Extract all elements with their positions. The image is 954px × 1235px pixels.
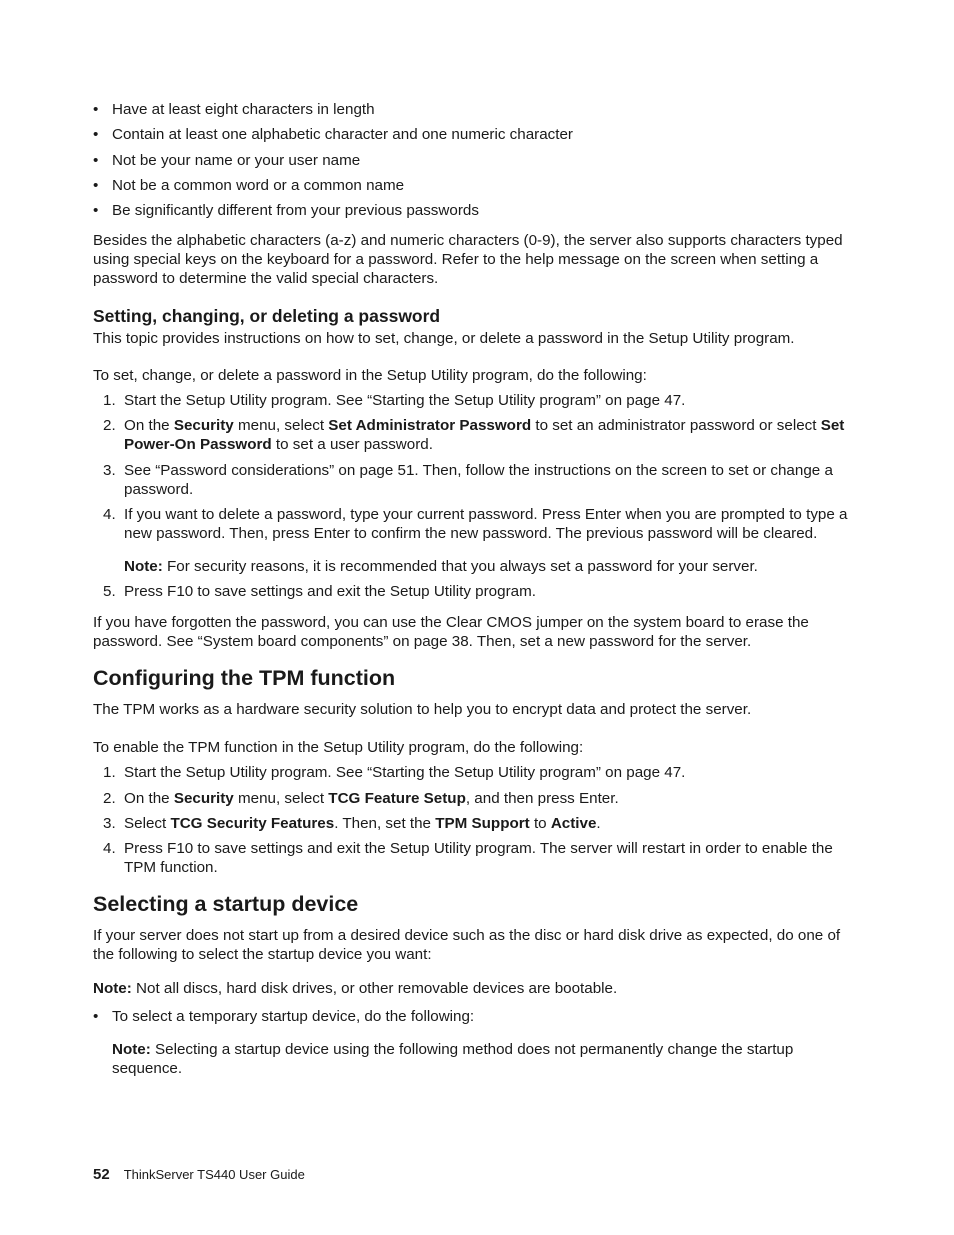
list-item: • Be significantly different from your previous passwords [93,201,853,220]
menu-item-name: Set Administrator Password [328,417,532,435]
tpm-intro-paragraph: The TPM works as a hardware security solution to help you to encrypt data and protect the server. [93,701,752,719]
setting-name: TPM Support [435,814,530,832]
step-text: to set an administrator password or select [531,417,821,435]
list-item [93,461,853,499]
step-text: to set a user password. [271,436,433,454]
step-text: . [596,814,601,832]
special-chars-paragraph: Besides the alphabetic characters (a-z) and numeric characters (0-9), the server also supports characters typed using special keys on the keyboard for a password. Refer to the help message on the screen when setting a password to determine the valid special characters. [93,232,843,288]
step-text: to [529,814,551,832]
step-number: 4. [103,506,116,524]
step-number: 4. [103,840,116,858]
list-item [93,391,853,410]
menu-item-name: TCG Security Features [170,814,335,832]
step-number: 1. [103,392,116,410]
step-text: . Then, set the [334,814,436,832]
note-text: For security reasons, it is recommended that you always set a password for your server. [162,558,758,576]
step-text: , and then press Enter. [465,789,619,807]
step-number: 2. [103,417,116,435]
step-text: If you want to delete a password, type your current password. Press Enter when you are prompted to type a new password. Then, press Enter to confirm the new password. The previous password will be cleared. [124,506,848,543]
step-text: Start the Setup Utility program. See “Starting the Setup Utility program” on page 47. [124,764,686,782]
step-text: On the [124,789,174,807]
document-title: ThinkServer TS440 User Guide [123,1167,305,1182]
list-item [93,789,853,808]
setting-value: Active [550,814,597,832]
section-heading-startup: Selecting a startup device [93,892,359,917]
password-steps-list [93,391,853,601]
menu-item-name: Set Power-On Password [124,417,845,454]
list-item: • Not be your name or your user name [93,151,853,170]
startup-options-list [93,1007,853,1078]
list-item [93,814,853,833]
note-label: Note: [93,980,132,998]
page-number: 52 [93,1166,110,1183]
note-text: Not all discs, hard disk drives, or other removable devices are bootable. [131,980,618,998]
step-text: On the [124,417,174,435]
step-text: See “Password considerations” on page 51. Then, follow the instructions on the screen to set or change a password. [124,461,833,498]
step-number: 5. [103,583,116,601]
note-label: Note: [124,558,163,576]
menu-name: Security [173,789,234,807]
pw-lead-paragraph: To set, change, or delete a password in the Setup Utility program, do the following: [93,367,647,385]
step-text: menu, select [233,417,329,435]
step-number: 3. [103,814,116,832]
list-item [93,839,853,877]
menu-name: Security [173,417,234,435]
tpm-steps-list [93,763,853,877]
step-text: Press F10 to save settings and exit the Setup Utility program. The server will restart in order to enable the TPM function. [124,840,833,877]
step-text: Select [124,814,171,832]
list-item [93,416,853,454]
list-item [93,1007,853,1078]
menu-item-name: TCG Feature Setup [328,789,466,807]
note-label: Note: [112,1041,151,1059]
tpm-lead-paragraph: To enable the TPM function in the Setup Utility program, do the following: [93,739,584,757]
note-text: Selecting a startup device using the following method does not permanently change the startup sequence. [112,1041,794,1078]
startup-intro-paragraph: If your server does not start up from a desired device such as the disc or hard disk drive as expected, do one of the following to select the startup device you want: [93,927,841,964]
step-text: Press F10 to save settings and exit the Setup Utility program. [124,583,536,601]
step-text: menu, select [233,789,329,807]
step-number: 3. [103,461,116,479]
note-paragraph [124,557,853,576]
step-number: 2. [103,789,116,807]
step-text: Start the Setup Utility program. See “Starting the Setup Utility program” on page 47. [124,392,686,410]
pw-intro-paragraph: This topic provides instructions on how to set, change, or delete a password in the Setup Utility program. [93,330,795,348]
step-number: 1. [103,764,116,782]
note-paragraph [93,979,853,998]
page-footer [93,1166,305,1183]
list-item [93,763,853,782]
list-item [93,505,853,576]
page-content [93,100,853,1085]
list-item: • Not be a common word or a common name [93,176,853,195]
forgot-password-paragraph: If you have forgotten the password, you can use the Clear CMOS jumper on the system board to erase the password. See “System board components” on page 38. Then, set a new password for the server. [93,614,809,651]
list-item-text: To select a temporary startup device, do the following: [112,1008,475,1026]
section-heading-password: Setting, changing, or deleting a password [93,306,441,327]
list-item [93,582,853,601]
list-item: • Have at least eight characters in length [93,100,853,119]
note-paragraph [112,1040,853,1078]
section-heading-tpm: Configuring the TPM function [93,666,396,691]
password-rules-list [93,100,853,220]
list-item: • Contain at least one alphabetic character and one numeric character [93,125,853,144]
